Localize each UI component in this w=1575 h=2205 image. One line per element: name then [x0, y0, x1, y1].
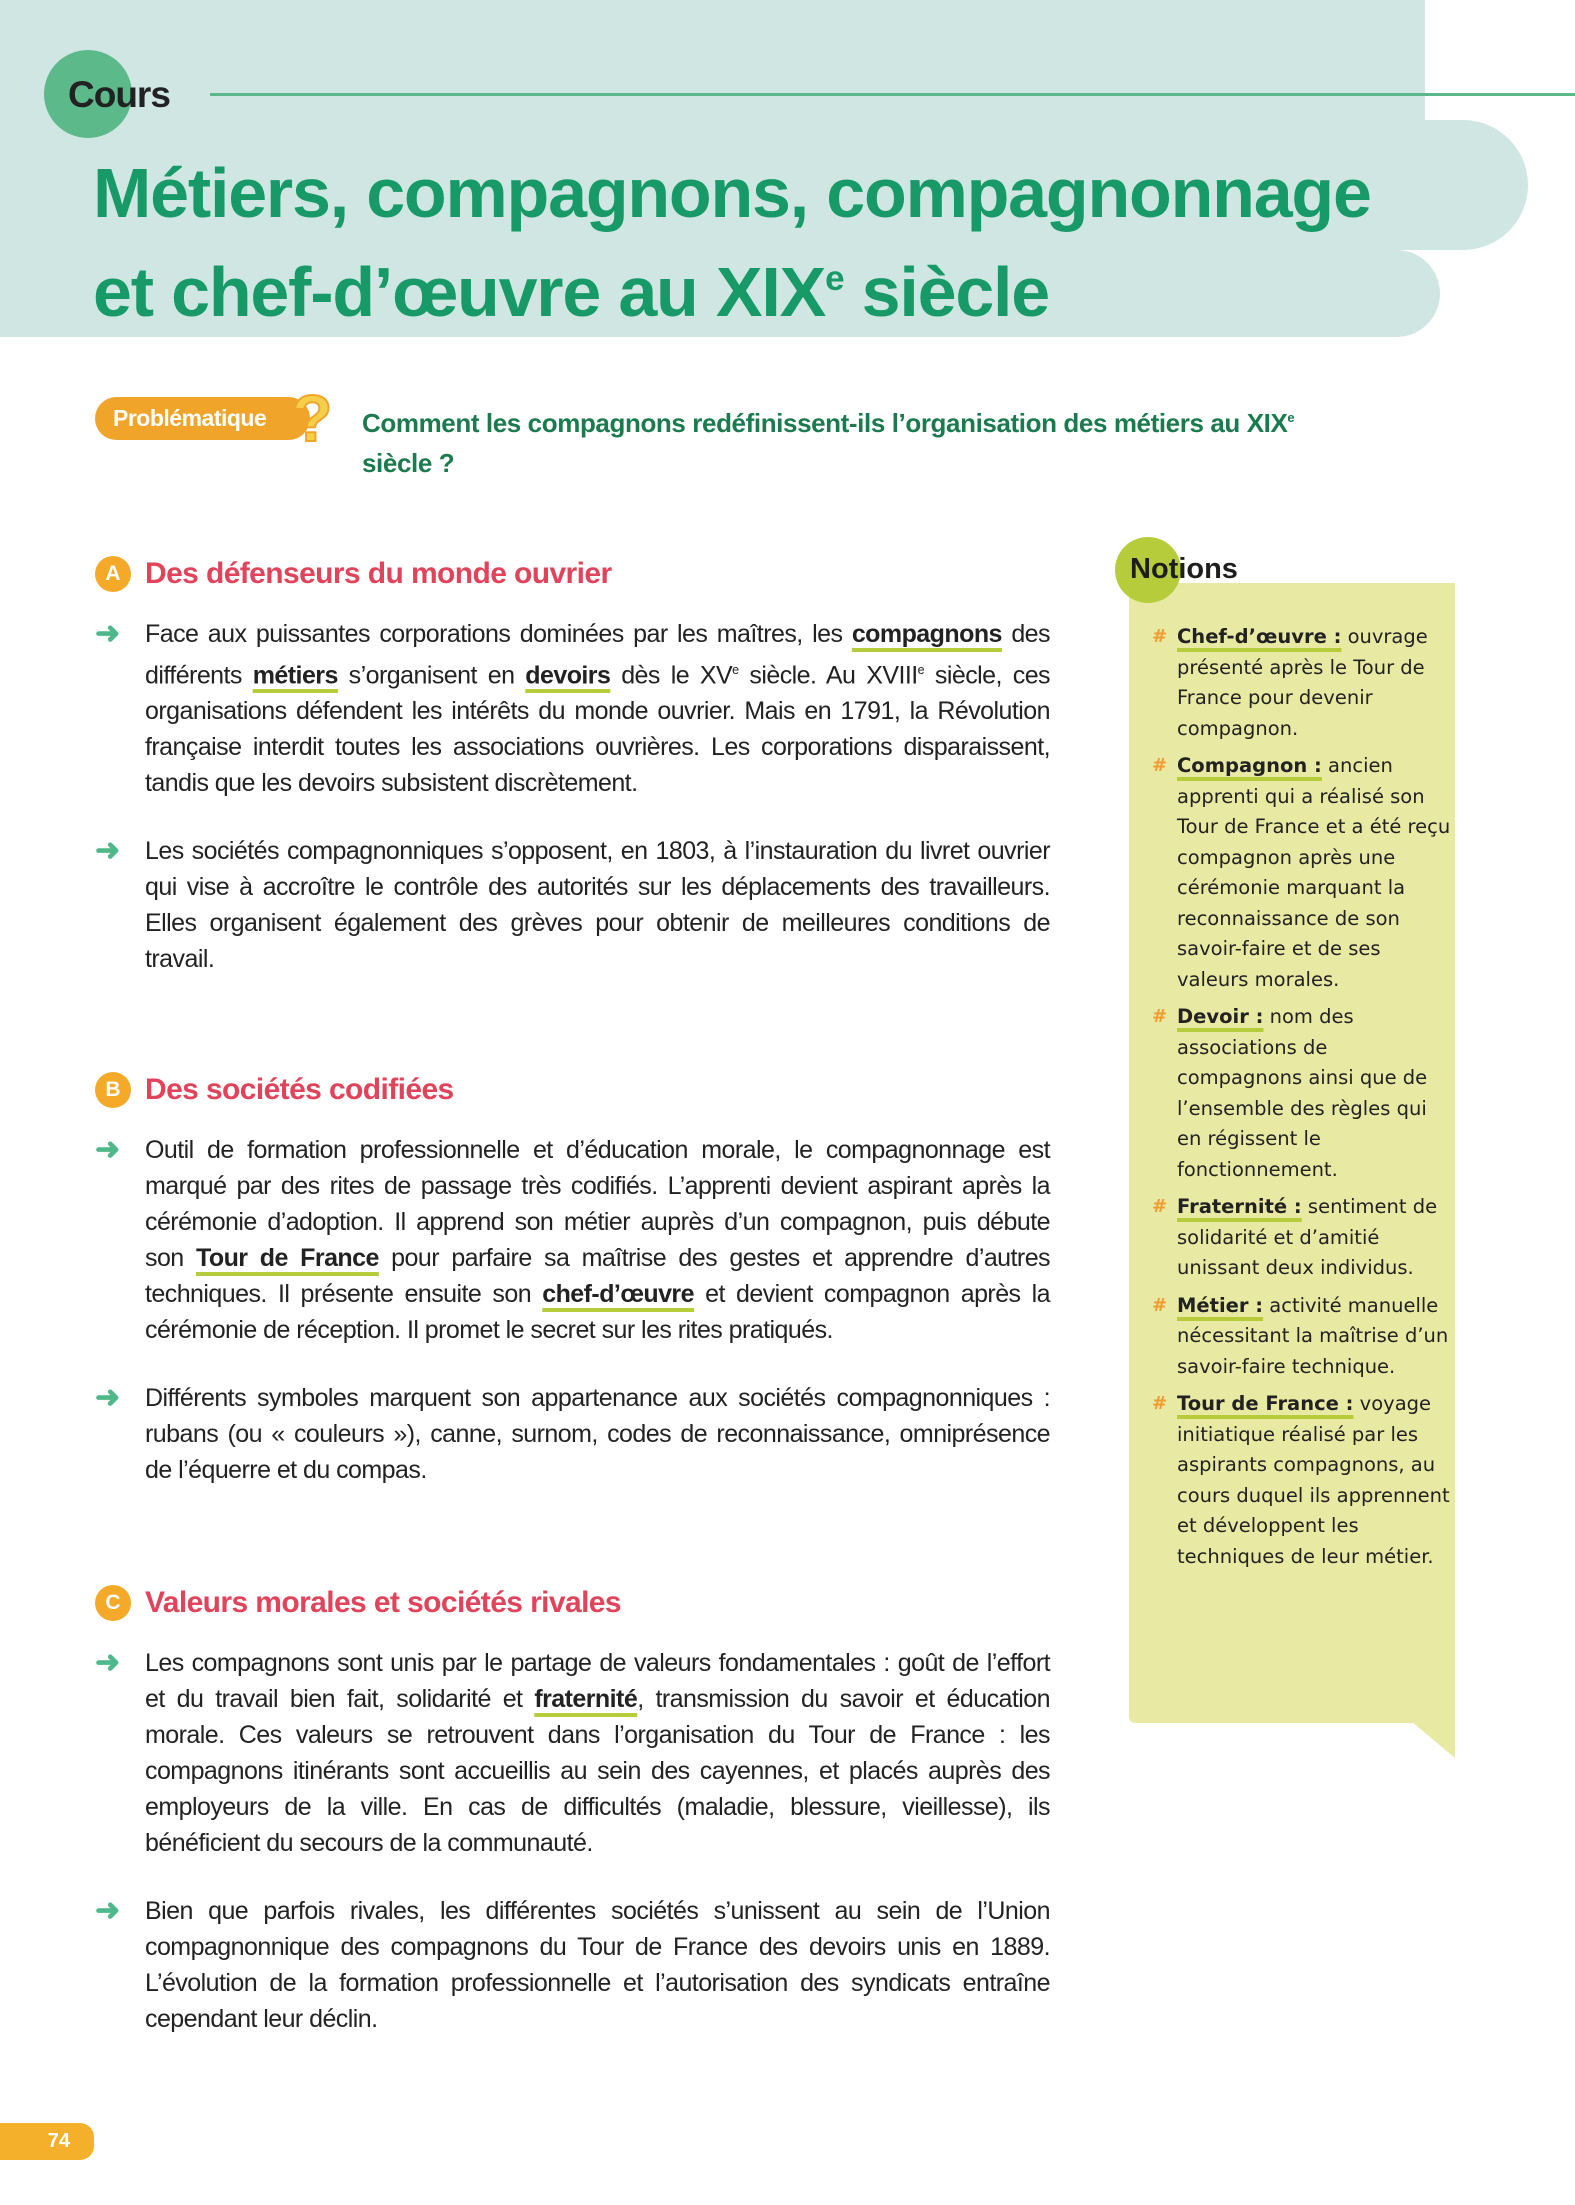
superscript: e [732, 663, 739, 677]
paragraph-text: Les compagnons sont unis par le partage de valeurs fondamentales : goût de l’effort et du travail bien fait, solidarité et [145, 1649, 1050, 1713]
paragraph [95, 833, 1050, 977]
section-title: Des défenseurs du monde ouvrier [145, 557, 612, 590]
glossary-term: chef-d’œuvre [542, 1280, 694, 1308]
arrow-right-icon: ➜ [95, 1381, 120, 1414]
paragraph-text: et devient compagnon après la cérémonie de réception. Il promet le secret sur les rites pratiqués. [145, 1280, 1051, 1344]
hashtag-icon: # [1152, 626, 1168, 647]
paragraph-text: Les sociétés compagnonniques s’opposent, en 1803, à l’instauration du livret ouvrier qui vise à accroître le contrôle des autorités sur les déplacements des travailleurs. Elles organisent également des grèves pour obtenir de meilleures conditions de travail. [145, 837, 1050, 974]
paragraph [95, 1380, 1050, 1488]
notion-item [1152, 1002, 1452, 1185]
notions-title: Notions [1130, 553, 1238, 585]
paragraph-text: des différents [145, 620, 1050, 690]
section-title: Des sociétés codifiées [145, 1073, 454, 1106]
paragraph-text: Face aux puissantes corporations dominées par les maîtres, les [145, 620, 852, 648]
paragraph-text: Outil de formation professionnelle et d’éducation morale, le compagnonnage est marqué par des rites de passage très codifiés. L’apprenti devient aspirant après la cérémonie d’adoption. Il apprend son métier auprès d’un compagnon, puis débute son [145, 1136, 1050, 1272]
title-line-1: Métiers, compagnons, compagnonnage [93, 154, 1371, 232]
section-a [95, 552, 1055, 1002]
notion-definition: nom des associations de compagnons ainsi que de l’ensemble des règles qui en régissent le fonctionnement. [1177, 1005, 1428, 1181]
paragraph-text: , transmission du savoir et éducation morale. Ces valeurs se retrouvent dans l’organisation du Tour de France : les compagnons itinérants sont accueillis au sein des cayennes, et placés auprès des employeurs de la ville. En cas de difficultés (maladie, blessure, vieillesse), ils bénéficient du secours de la communauté. [145, 1685, 1050, 1857]
notion-term: Compagnon : [1177, 754, 1322, 777]
paragraph [95, 1132, 1050, 1348]
page-title [93, 150, 1371, 335]
paragraph-text: siècle, ces organisations défendent les intérêts du monde ouvrier. Mais en 1791, la Révolution française interdit toutes les associations ouvrières. Les corporations disparaissent, tandis que les devoirs subsistent discrètement. [145, 661, 1050, 798]
title-superscript: e [825, 259, 844, 298]
arrow-right-icon: ➜ [95, 834, 120, 868]
notion-item [1152, 1192, 1452, 1284]
page-number: 74 [0, 2123, 94, 2160]
glossary-term: compagnons [851, 620, 1002, 648]
section-heading [95, 552, 1055, 596]
glossary-term: Tour de France [195, 1244, 379, 1272]
glossary-term: métiers [252, 661, 338, 690]
paragraph-text: dès le XV [610, 661, 733, 690]
paragraph-text: Différents symboles marquent son appartenance aux sociétés compagnonniques : rubans (ou « couleurs »), canne, surnom, codes de reconnaissance, omniprésence de l’équerre et du compas. [145, 1384, 1050, 1484]
section-heading [95, 1068, 1055, 1112]
superscript: e [917, 663, 925, 677]
section-label: Cours [68, 74, 170, 115]
header-rule [210, 93, 1575, 96]
title-line-2-suffix: siècle [843, 253, 1050, 332]
notion-definition: ancien apprenti qui a réalisé son Tour de France et a été reçu compagnon après une cérémonie marquant la reconnaissance de son savoir-faire et de ses valeurs morales. [1177, 754, 1451, 991]
paragraph-text: s’organisent en [337, 661, 526, 690]
paragraph [95, 1645, 1050, 1861]
title-line-2-text: et chef-d’œuvre au XIX [93, 253, 826, 332]
notion-term: Devoir : [1177, 1005, 1264, 1028]
glossary-term: fraternité [534, 1685, 638, 1713]
question-suffix: siècle ? [362, 447, 455, 478]
hashtag-icon: # [1152, 1006, 1168, 1027]
notion-definition: activité manuelle nécessitant la maîtrise d’un savoir-faire technique. [1177, 1293, 1449, 1378]
notion-item [1152, 1291, 1452, 1383]
section-title: Valeurs morales et sociétés rivales [145, 1586, 621, 1619]
notion-item [1152, 622, 1452, 744]
arrow-right-icon: ➜ [95, 617, 120, 650]
hashtag-icon: # [1152, 1294, 1168, 1316]
section-letter-badge: B [95, 1072, 131, 1108]
hashtag-icon: # [1152, 755, 1168, 776]
paragraph [95, 1893, 1050, 2037]
paragraph-text: siècle. Au XVIII [738, 661, 918, 690]
notion-item [1152, 751, 1452, 995]
question-superscript: e [1287, 410, 1295, 425]
notion-definition: voyage initiatique réalisé par les aspirants compagnons, au cours duquel ils apprennent et développent les techniques de leur métier. [1177, 1392, 1450, 1568]
section-letter-badge: A [95, 556, 131, 592]
notion-term: Chef-d’œuvre : [1177, 625, 1342, 648]
notions-panel-tail [1412, 1722, 1455, 1758]
paragraph-text: pour parfaire sa maîtrise des gestes et apprendre d’autres techniques. Il présente ensuite son [145, 1244, 1051, 1308]
notion-term: Métier : [1177, 1293, 1264, 1317]
notion-definition: sentiment de solidarité et d’amitié unissant deux individus. [1177, 1195, 1438, 1279]
paragraph-text: Bien que parfois rivales, les différentes sociétés s’unissent au sein de l’Union compagnonnique des compagnons du Tour de France des devoirs unis en 1889. L’évolution de la formation professionnelle et l’autorisation des syndicats entraîne cependant leur déclin. [145, 1897, 1050, 2033]
notion-definition: ouvrage présenté après le Tour de France pour devenir compagnon. [1177, 625, 1428, 740]
problematique-badge: Problématique [95, 397, 310, 440]
notion-term: Tour de France : [1177, 1392, 1354, 1415]
hashtag-icon: # [1152, 1393, 1168, 1414]
section-c [95, 1581, 1055, 2062]
arrow-right-icon: ➜ [95, 1894, 120, 1927]
hashtag-icon: # [1152, 1196, 1168, 1217]
question-mark-icon: ? [292, 381, 333, 455]
paragraph [95, 616, 1050, 801]
notion-term: Fraternité : [1177, 1195, 1302, 1218]
glossary-term: devoirs [525, 661, 611, 690]
section-heading [95, 1581, 1055, 1625]
problematique-question [362, 398, 1362, 483]
section-b [95, 1068, 1055, 1513]
arrow-right-icon: ➜ [95, 1646, 120, 1679]
arrow-right-icon: ➜ [95, 1133, 120, 1166]
question-text: Comment les compagnons redéfinissent-ils l’organisation des métiers au XIX [362, 407, 1288, 438]
notions-list [1152, 622, 1452, 1579]
section-letter-badge: C [95, 1585, 131, 1621]
notion-item [1152, 1389, 1452, 1572]
title-line-2 [93, 253, 1049, 331]
